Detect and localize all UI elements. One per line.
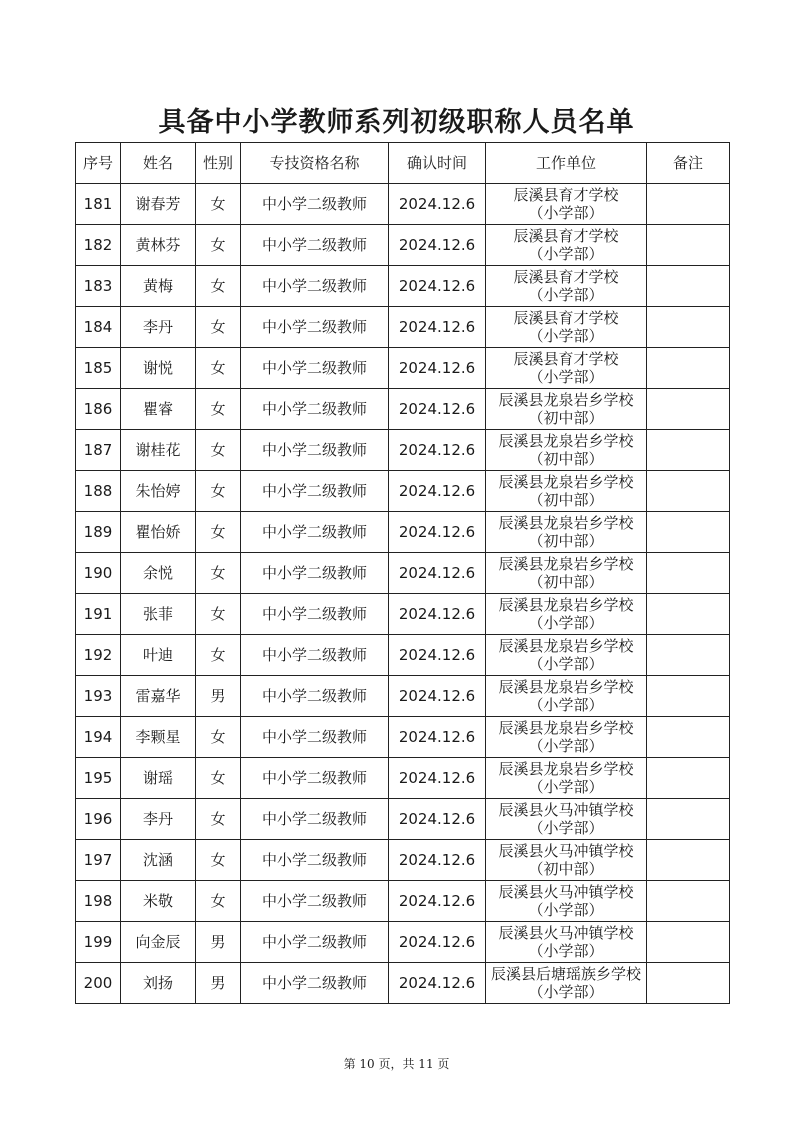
unit-division: （小学部）: [528, 942, 604, 960]
cell-gender: 女: [196, 881, 241, 922]
cell-unit: [486, 512, 647, 553]
cell-no: 194: [76, 717, 121, 758]
cell-confirm-date: 2024.12.6: [389, 553, 486, 594]
cell-unit: [486, 635, 647, 676]
cell-unit: [486, 594, 647, 635]
unit-division: （小学部）: [528, 204, 604, 222]
cell-confirm-date: 2024.12.6: [389, 963, 486, 1004]
cell-unit: [486, 389, 647, 430]
unit-division: （小学部）: [528, 368, 604, 386]
col-header-gender: 性别: [196, 143, 241, 184]
cell-name: 米敬: [121, 881, 196, 922]
cell-name: 谢桂花: [121, 430, 196, 471]
cell-no: 187: [76, 430, 121, 471]
cell-confirm-date: 2024.12.6: [389, 512, 486, 553]
unit-division: （小学部）: [528, 983, 604, 1001]
cell-remark: [647, 840, 730, 881]
cell-confirm-date: 2024.12.6: [389, 676, 486, 717]
cell-unit: [486, 553, 647, 594]
unit-division: （初中部）: [528, 532, 604, 550]
table-row: [76, 389, 730, 430]
cell-gender: 女: [196, 348, 241, 389]
unit-name: 辰溪县龙泉岩乡学校: [498, 391, 634, 409]
table-row: [76, 225, 730, 266]
cell-gender: 女: [196, 512, 241, 553]
cell-confirm-date: 2024.12.6: [389, 225, 486, 266]
cell-name: 沈涵: [121, 840, 196, 881]
unit-division: （小学部）: [528, 655, 604, 673]
table-row: [76, 184, 730, 225]
cell-name: 谢悦: [121, 348, 196, 389]
cell-remark: [647, 717, 730, 758]
unit-name: 辰溪县火马冲镇学校: [498, 801, 634, 819]
cell-confirm-date: 2024.12.6: [389, 758, 486, 799]
unit-division: （小学部）: [528, 819, 604, 837]
unit-division: （小学部）: [528, 286, 604, 304]
cell-confirm-date: 2024.12.6: [389, 389, 486, 430]
cell-unit: [486, 471, 647, 512]
cell-qualification: 中小学二级教师: [241, 594, 389, 635]
table-row: [76, 266, 730, 307]
unit-name: 辰溪县育才学校: [513, 186, 619, 204]
cell-confirm-date: 2024.12.6: [389, 471, 486, 512]
cell-name: 瞿怡娇: [121, 512, 196, 553]
cell-gender: 男: [196, 676, 241, 717]
cell-qualification: 中小学二级教师: [241, 840, 389, 881]
cell-qualification: 中小学二级教师: [241, 307, 389, 348]
table-row: [76, 430, 730, 471]
page-title: 具备中小学教师系列初级职称人员名单: [158, 107, 635, 138]
cell-no: 191: [76, 594, 121, 635]
cell-name: 余悦: [121, 553, 196, 594]
unit-name: 辰溪县育才学校: [513, 227, 619, 245]
cell-no: 198: [76, 881, 121, 922]
table-row: [76, 840, 730, 881]
cell-confirm-date: 2024.12.6: [389, 922, 486, 963]
cell-unit: [486, 307, 647, 348]
cell-remark: [647, 348, 730, 389]
unit-division: （小学部）: [528, 778, 604, 796]
cell-qualification: 中小学二级教师: [241, 799, 389, 840]
cell-qualification: 中小学二级教师: [241, 184, 389, 225]
table-row: [76, 717, 730, 758]
cell-qualification: 中小学二级教师: [241, 553, 389, 594]
cell-no: 197: [76, 840, 121, 881]
table-row: [76, 512, 730, 553]
cell-qualification: 中小学二级教师: [241, 471, 389, 512]
cell-remark: [647, 266, 730, 307]
cell-no: 183: [76, 266, 121, 307]
unit-division: （小学部）: [528, 737, 604, 755]
cell-gender: 女: [196, 266, 241, 307]
unit-division: （初中部）: [528, 491, 604, 509]
cell-name: 李丹: [121, 799, 196, 840]
unit-name: 辰溪县龙泉岩乡学校: [498, 719, 634, 737]
unit-name: 辰溪县龙泉岩乡学校: [498, 473, 634, 491]
cell-name: 瞿睿: [121, 389, 196, 430]
unit-name: 辰溪县龙泉岩乡学校: [498, 432, 634, 450]
cell-name: 李丹: [121, 307, 196, 348]
cell-no: 190: [76, 553, 121, 594]
cell-qualification: 中小学二级教师: [241, 758, 389, 799]
cell-name: 谢瑶: [121, 758, 196, 799]
cell-no: 182: [76, 225, 121, 266]
unit-name: 辰溪县育才学校: [513, 309, 619, 327]
unit-name: 辰溪县火马冲镇学校: [498, 842, 634, 860]
cell-qualification: 中小学二级教师: [241, 348, 389, 389]
cell-name: 向金辰: [121, 922, 196, 963]
table-row: [76, 594, 730, 635]
cell-name: 黄林芬: [121, 225, 196, 266]
cell-no: 196: [76, 799, 121, 840]
cell-gender: 女: [196, 471, 241, 512]
cell-name: 黄梅: [121, 266, 196, 307]
col-header-confirm-date: 确认时间: [389, 143, 486, 184]
cell-name: 谢春芳: [121, 184, 196, 225]
cell-no: 188: [76, 471, 121, 512]
roster-body: [76, 184, 730, 1004]
cell-qualification: 中小学二级教师: [241, 922, 389, 963]
table-row: [76, 881, 730, 922]
cell-unit: [486, 758, 647, 799]
cell-no: 200: [76, 963, 121, 1004]
cell-confirm-date: 2024.12.6: [389, 635, 486, 676]
cell-gender: 女: [196, 594, 241, 635]
cell-remark: [647, 881, 730, 922]
unit-name: 辰溪县龙泉岩乡学校: [498, 555, 634, 573]
unit-division: （初中部）: [528, 573, 604, 591]
col-header-qualification: 专技资格名称: [241, 143, 389, 184]
cell-gender: 女: [196, 799, 241, 840]
unit-name: 辰溪县火马冲镇学校: [498, 924, 634, 942]
cell-qualification: 中小学二级教师: [241, 635, 389, 676]
cell-confirm-date: 2024.12.6: [389, 184, 486, 225]
unit-division: （初中部）: [528, 409, 604, 427]
cell-unit: [486, 922, 647, 963]
unit-name: 辰溪县育才学校: [513, 268, 619, 286]
cell-gender: 女: [196, 717, 241, 758]
cell-remark: [647, 389, 730, 430]
cell-unit: [486, 881, 647, 922]
unit-name: 辰溪县龙泉岩乡学校: [498, 637, 634, 655]
cell-confirm-date: 2024.12.6: [389, 881, 486, 922]
cell-unit: [486, 184, 647, 225]
cell-unit: [486, 799, 647, 840]
cell-remark: [647, 512, 730, 553]
cell-gender: 女: [196, 389, 241, 430]
col-header-remark: 备注: [647, 143, 730, 184]
unit-name: 辰溪县龙泉岩乡学校: [498, 678, 634, 696]
cell-name: 叶迪: [121, 635, 196, 676]
table-row: [76, 635, 730, 676]
cell-gender: 女: [196, 635, 241, 676]
cell-name: 刘扬: [121, 963, 196, 1004]
unit-division: （初中部）: [528, 860, 604, 878]
roster-table: [75, 142, 730, 1004]
cell-qualification: 中小学二级教师: [241, 389, 389, 430]
cell-unit: [486, 225, 647, 266]
cell-confirm-date: 2024.12.6: [389, 348, 486, 389]
col-header-no: 序号: [76, 143, 121, 184]
cell-remark: [647, 676, 730, 717]
cell-no: 181: [76, 184, 121, 225]
cell-confirm-date: 2024.12.6: [389, 307, 486, 348]
cell-qualification: 中小学二级教师: [241, 512, 389, 553]
cell-unit: [486, 717, 647, 758]
cell-name: 朱怡婷: [121, 471, 196, 512]
table-row: [76, 307, 730, 348]
unit-division: （小学部）: [528, 327, 604, 345]
cell-remark: [647, 594, 730, 635]
cell-confirm-date: 2024.12.6: [389, 430, 486, 471]
cell-remark: [647, 758, 730, 799]
unit-name: 辰溪县火马冲镇学校: [498, 883, 634, 901]
cell-confirm-date: 2024.12.6: [389, 840, 486, 881]
table-row: [76, 553, 730, 594]
cell-no: 185: [76, 348, 121, 389]
table-row: [76, 676, 730, 717]
cell-gender: 女: [196, 840, 241, 881]
cell-gender: 女: [196, 307, 241, 348]
table-row: [76, 758, 730, 799]
cell-unit: [486, 266, 647, 307]
cell-confirm-date: 2024.12.6: [389, 266, 486, 307]
col-header-name: 姓名: [121, 143, 196, 184]
cell-unit: [486, 430, 647, 471]
unit-name: 辰溪县龙泉岩乡学校: [498, 514, 634, 532]
cell-no: 195: [76, 758, 121, 799]
cell-remark: [647, 184, 730, 225]
cell-confirm-date: 2024.12.6: [389, 799, 486, 840]
cell-gender: 女: [196, 758, 241, 799]
cell-unit: [486, 963, 647, 1004]
cell-qualification: 中小学二级教师: [241, 430, 389, 471]
cell-qualification: 中小学二级教师: [241, 717, 389, 758]
cell-unit: [486, 840, 647, 881]
cell-remark: [647, 922, 730, 963]
cell-remark: [647, 963, 730, 1004]
table-row: [76, 471, 730, 512]
cell-unit: [486, 676, 647, 717]
unit-name: 辰溪县龙泉岩乡学校: [498, 760, 634, 778]
table-row: [76, 922, 730, 963]
unit-name: 辰溪县龙泉岩乡学校: [498, 596, 634, 614]
unit-division: （小学部）: [528, 696, 604, 714]
cell-qualification: 中小学二级教师: [241, 676, 389, 717]
cell-confirm-date: 2024.12.6: [389, 594, 486, 635]
cell-qualification: 中小学二级教师: [241, 225, 389, 266]
cell-no: 184: [76, 307, 121, 348]
cell-name: 雷嘉华: [121, 676, 196, 717]
cell-remark: [647, 430, 730, 471]
cell-qualification: 中小学二级教师: [241, 963, 389, 1004]
cell-gender: 男: [196, 963, 241, 1004]
col-header-unit: 工作单位: [486, 143, 647, 184]
cell-gender: 女: [196, 225, 241, 266]
cell-remark: [647, 553, 730, 594]
cell-gender: 男: [196, 922, 241, 963]
cell-gender: 女: [196, 430, 241, 471]
cell-remark: [647, 307, 730, 348]
cell-no: 189: [76, 512, 121, 553]
unit-name: 辰溪县后塘瑶族乡学校: [490, 965, 641, 983]
table-row: [76, 963, 730, 1004]
cell-confirm-date: 2024.12.6: [389, 717, 486, 758]
unit-division: （初中部）: [528, 450, 604, 468]
cell-remark: [647, 225, 730, 266]
table-row: [76, 348, 730, 389]
unit-division: （小学部）: [528, 245, 604, 263]
cell-qualification: 中小学二级教师: [241, 266, 389, 307]
cell-name: 李颗星: [121, 717, 196, 758]
cell-no: 192: [76, 635, 121, 676]
unit-division: （小学部）: [528, 614, 604, 632]
cell-gender: 女: [196, 553, 241, 594]
cell-qualification: 中小学二级教师: [241, 881, 389, 922]
cell-no: 186: [76, 389, 121, 430]
cell-no: 199: [76, 922, 121, 963]
page-footer: 第 10 页，共 11 页: [343, 1057, 450, 1071]
cell-remark: [647, 471, 730, 512]
header-row: [76, 143, 730, 184]
unit-name: 辰溪县育才学校: [513, 350, 619, 368]
cell-remark: [647, 635, 730, 676]
table-row: [76, 799, 730, 840]
cell-no: 193: [76, 676, 121, 717]
cell-name: 张菲: [121, 594, 196, 635]
cell-remark: [647, 799, 730, 840]
cell-unit: [486, 348, 647, 389]
cell-gender: 女: [196, 184, 241, 225]
unit-division: （小学部）: [528, 901, 604, 919]
